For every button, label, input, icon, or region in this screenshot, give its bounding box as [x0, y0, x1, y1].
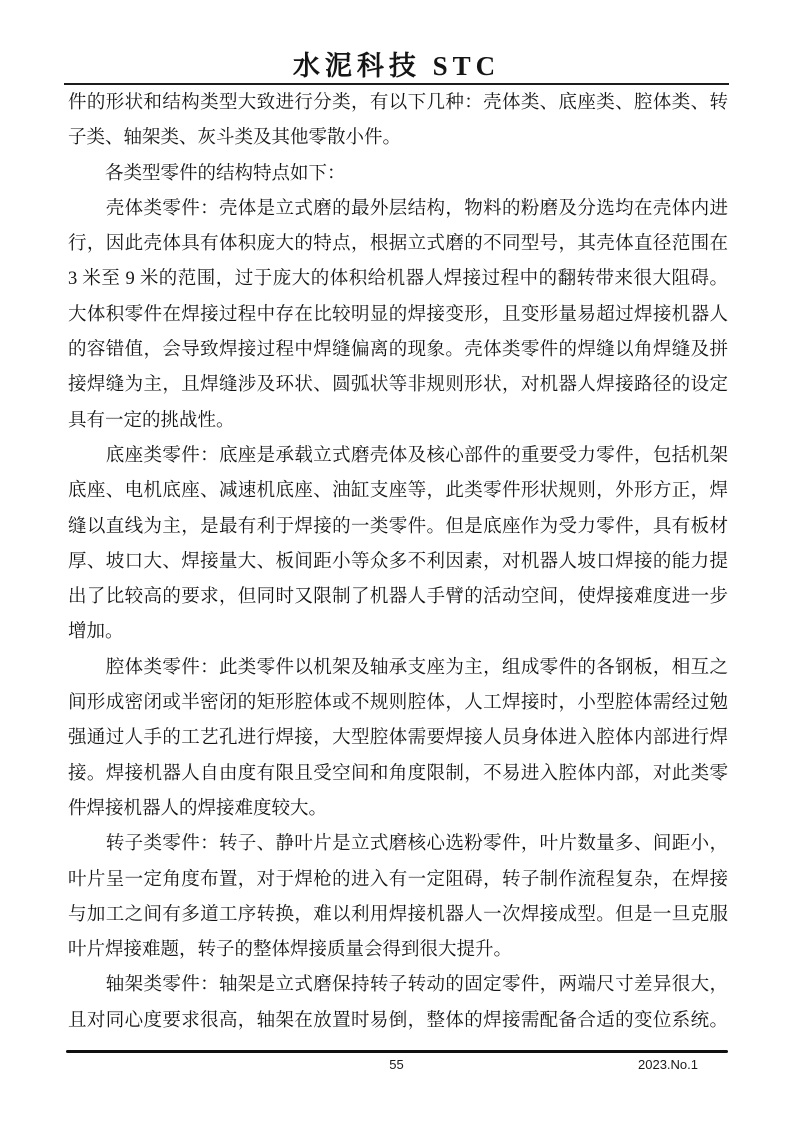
- text-line: 各类型零件的结构特点如下：: [68, 163, 346, 184]
- text-line: 叶片焊接难题，转子的整体焊接质量会得到很大提升。: [68, 940, 513, 961]
- text-line: 增加。: [68, 622, 124, 643]
- text-line: 强通过人手的工艺孔进行焊接，大型腔体需要焊接人员身体进入腔体内部进行焊: [68, 728, 728, 749]
- text-line: 腔体类零件：此类零件以机架及轴承支座为主，组成零件的各钢板，相互之: [68, 657, 728, 678]
- text-line: 间形成密闭或半密闭的矩形腔体或不规则腔体，人工焊接时，小型腔体需经过勉: [68, 693, 728, 714]
- text-line: 叶片呈一定角度布置，对于焊枪的进入有一定阻碍，转子制作流程复杂，在焊接: [68, 869, 728, 890]
- text-line: 与加工之间有多道工序转换，难以利用焊接机器人一次焊接成型。但是一旦克服: [68, 904, 728, 925]
- header-rule: [64, 83, 729, 85]
- text-line: 3 米至 9 米的范围，过于庞大的体积给机器人焊接过程中的翻转带来很大阻碍。: [68, 269, 728, 290]
- text-line: 壳体类零件：壳体是立式磨的最外层结构，物料的粉磨及分选均在壳体内进: [68, 198, 728, 219]
- text-line: 底座、电机底座、减速机底座、油缸支座等，此类零件形状规则，外形方正，焊: [68, 481, 728, 502]
- journal-title: 水泥科技 STC: [292, 51, 501, 81]
- text-line: 接。焊接机器人自由度有限且受空间和角度限制，不易进入腔体内部，对此类零: [68, 763, 728, 784]
- text-line: 大体积零件在焊接过程中存在比较明显的焊接变形，且变形量易超过焊接机器人: [68, 304, 728, 325]
- text-line: 的容错值，会导致焊接过程中焊缝偏离的现象。壳体类零件的焊缝以角焊缝及拼: [68, 340, 728, 361]
- text-line: 件的形状和结构类型大致进行分类，有以下几种：壳体类、底座类、腔体类、转: [68, 93, 728, 113]
- footer-rule: [66, 1050, 728, 1053]
- text-line: 行，因此壳体具有体积庞大的特点，根据立式磨的不同型号，其壳体直径范围在: [68, 234, 728, 255]
- issue-label: 2023.No.1: [638, 1057, 698, 1072]
- text-line: 底座类零件：底座是承载立式磨壳体及核心部件的重要受力零件，包括机架: [68, 445, 728, 466]
- page-number: 55: [389, 1057, 404, 1072]
- text-line: 具有一定的挑战性。: [68, 410, 235, 431]
- text-line: 厚、坡口大、焊接量大、板间距小等众多不利因素，对机器人坡口焊接的能力提: [68, 551, 728, 572]
- text-line: 且对同心度要求很高，轴架在放置时易倒，整体的焊接需配备合适的变位系统。: [68, 1010, 728, 1031]
- text-line: 件焊接机器人的焊接难度较大。: [68, 798, 328, 819]
- text-line: 转子类零件：转子、静叶片是立式磨核心选粉零件，叶片数量多、间距小，: [68, 834, 728, 855]
- text-line: 出了比较高的要求，但同时又限制了机器人手臂的活动空间，使焊接难度进一步: [68, 587, 728, 608]
- text-line: 缝以直线为主，是最有利于焊接的一类零件。但是底座作为受力零件，具有板材: [68, 516, 728, 537]
- text-line: 接焊缝为主，且焊缝涉及环状、圆弧状等非规则形状，对机器人焊接路径的设定: [68, 375, 728, 396]
- document-body: [68, 86, 728, 1039]
- text-line: 轴架类零件：轴架是立式磨保持转子转动的固定零件，两端尺寸差异很大，: [68, 975, 728, 996]
- text-line: 子类、轴架类、灰斗类及其他零散小件。: [68, 128, 402, 149]
